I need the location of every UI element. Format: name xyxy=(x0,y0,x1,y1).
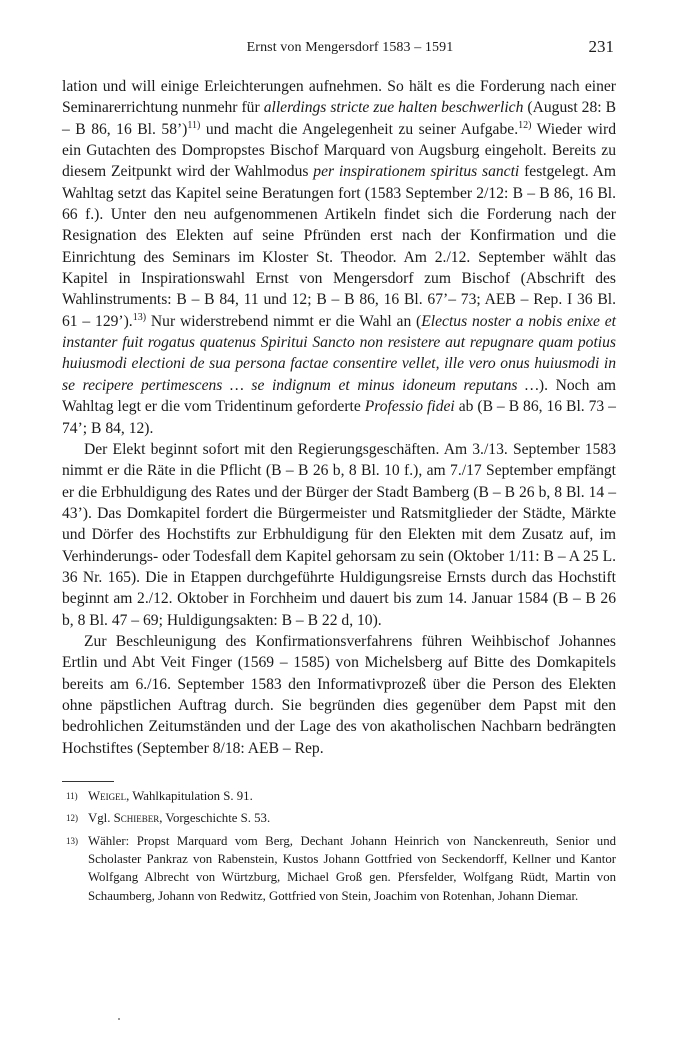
running-title: Ernst von Mengersdorf 1583 – 1591 xyxy=(246,40,454,55)
footnote xyxy=(62,787,616,809)
footnote-reference: 12) xyxy=(518,119,532,131)
footnote-text-run: , Vorgeschichte S. 53. xyxy=(159,811,271,826)
scan-speck xyxy=(118,1018,120,1020)
italic-quotation: per inspirationem spiritus sancti xyxy=(313,163,520,181)
footnote-mark: 12) xyxy=(66,813,78,824)
footnote-reference: 11) xyxy=(187,119,201,131)
text-run: lation und will einige Erleichterungen aufnehmen. So hält es die Forderung nach einer Seminarerrichtung nunmehr für xyxy=(62,78,616,117)
text-run: (August 28: B – B 86, 16 Bl. 58’) xyxy=(62,99,616,138)
footnote xyxy=(62,832,616,905)
paragraph-2: Der Elekt beginnt sofort mit den Regierungsgeschäften. Am 3./13. September 1583 nimmt er die Räte in die Pflicht (B – B 26 b, 8 Bl. 10 f.), am 7./17 September empfängt er die Erbhuldigung des Rates und der Bürger der Stadt Bamberg (B – B 26 b, 8 Bl. 14 – 43’). Das Domkapitel fordert die Bürgermeister und Ratsmitglieder der Städte, Märkte und Dörfer des Hochstifts zur Erbhuldigung für den Elekten mit dem Zusatz auf, im Verhinderungs- oder Todesfall dem Kapitel gehorsam zu sein (Oktober 1/11: B – A 25 L. 36 Nr. 165). Die in Etappen durchgeführte Huldigungsreise Ernsts durch das Hochstift beginnt am 2./12. Oktober in Forchheim und dauert bis zum 14. Januar 1584 (B – B 26 b, 8 Bl. 47 – 69; Huldigungsakten: B – B 22 d, 10). xyxy=(62,440,616,629)
author-name: Schieber xyxy=(113,811,160,826)
text-run: festgelegt. Am Wahltag setzt das Kapitel seine Beratungen fort (1583 September 2/12: B – B 86, 16 Bl. 66 f.). Unter den neu aufgenommenen Artikeln findet sich die Forderung nach der Resignation des Elekten auf seine Pfründen erst nach der Konfirmation und die Einrichtung des Seminars im Kloster St. Theodor. Am 2./12. September wählt das Kapitel in Inspirationswahl Ernst von Mengersdorf zum Bischof (Abschrift des Wahlinstruments: B – B 84, 11 und 12; B – B 86, 16 Bl. 67’– 73; AEB – Rep. I 36 Bl. 61 – 129’). xyxy=(62,163,616,330)
running-header xyxy=(0,37,700,64)
footnote-reference: 13) xyxy=(132,311,147,323)
italic-quotation: allerdings stricte zue halten beschwerlich xyxy=(263,99,524,117)
footnote xyxy=(62,809,616,831)
footnote-text-run: Wähler: Propst Marquard vom Berg, Dechant Johann Heinrich von Nanckenreuth, Senior und Scholaster Pankraz von Rabenstein, Kustos Johann Gottfried von Seckendorff, Kellner und Kantor Wolfgang Albrecht von Würtzburg, Michael Groß gen. Pfersfelder, Wolfgang Rüdt, Martin von Schaumberg, Johann von Redwitz, Gottfried von Stein, Joachim von Rotenhan, Johann Diemar. xyxy=(88,833,616,903)
footnote-text-run: Vgl. xyxy=(88,811,114,826)
paragraph-3: Zur Beschleunigung des Konfirmationsverfahrens führen Weihbischof Johannes Ertlin und Abt Veit Finger (1569 – 1585) von Michelsberg auf Bitte des Domkapitels bereits am 6./16. September 1583 den Informativprozeß über die Person des Elekten ohne päpstlichen Auftrag durch. Sie begründen dies gegenüber dem Papst mit den bedrohlichen Zeitumständen und der Lage des von akatholischen Nachbarn bedrängten Hochstiftes (September 8/18: AEB – Rep. xyxy=(62,632,616,757)
italic-quotation: Professio fidei xyxy=(364,398,455,416)
footnote-text xyxy=(88,787,616,809)
page-number: 231 xyxy=(588,37,614,56)
text-run: ). Noch am Wahltag legt er die vom Tridentinum geforderte xyxy=(62,376,616,416)
footnote-mark: 13) xyxy=(66,835,78,846)
text-run: ab (B – B 86, 16 Bl. 73 – 74’; B 84, 12). xyxy=(62,398,616,437)
author-name: Weigel xyxy=(88,789,127,803)
main-text xyxy=(62,76,616,759)
text-run: Nur widerstrebend nimmt er die Wahl an ( xyxy=(146,312,422,330)
text-run: Wieder wird ein Gutachten des Dompropstes Bischof Marquard von Augsburg eingeholt. Bereits zu diesem Zeitpunkt wird der Wahlmodus xyxy=(62,120,617,181)
footnote-text xyxy=(88,832,616,905)
footnotes xyxy=(62,787,616,905)
text-run: und macht die Angelegenheit zu seiner Aufgabe. xyxy=(200,120,519,138)
footnote-divider xyxy=(62,781,114,782)
footnote-mark: 11) xyxy=(66,791,78,801)
footnote-text xyxy=(88,809,616,831)
footnote-text-run: , Wahlkapitulation S. 91. xyxy=(126,789,253,803)
paragraph-1 xyxy=(62,76,616,439)
italic-quotation: Electus noster a nobis enixe et instanter fuit rogatus quatenus Spiritui Sancto non resistere aut repugnare quam potius huiusmodi electioni de sua persona factae consentire vellet, ille vero onus huiusmodi in se recipere pertimescens … se indignum et minus idoneum reputans … xyxy=(62,312,616,394)
